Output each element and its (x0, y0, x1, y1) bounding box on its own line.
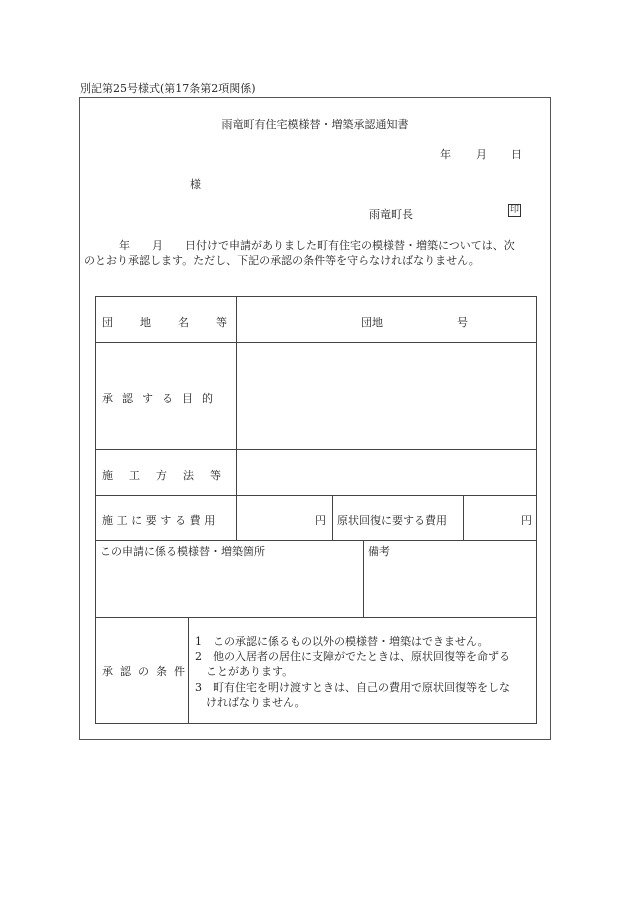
label-danchi-name-text: 団地名等 (102, 316, 254, 329)
date-year-label: 年 (440, 148, 451, 161)
form-caption: 別記第25号様式(第17条第2項関係) (80, 82, 256, 95)
document-title: 雨竜町有住宅模様替・増築承認通知書 (221, 118, 409, 131)
addressee-suffix: 様 (190, 178, 201, 191)
table-rule (96, 495, 536, 496)
table-rule (236, 297, 237, 540)
condition-item: ければなりません。 (195, 696, 306, 709)
condition-item: 3 町有住宅を明け渡すときは、自己の費用で原状回復等をしな (195, 681, 510, 694)
table-rule (96, 540, 536, 541)
table-rule (363, 540, 364, 617)
label-method: 施工方法等 (102, 469, 237, 482)
label-restoration-cost: 原状回復に要する費用 (337, 514, 447, 527)
label-remarks: 備考 (368, 545, 390, 558)
date-month-label: 月 (476, 148, 487, 161)
label-location: この申請に係る模様替・増築箇所 (100, 545, 265, 558)
label-construction-cost: 施工に要する費用 (102, 514, 219, 527)
table-rule (96, 449, 536, 450)
danchi-value-label: 団地 (361, 316, 383, 329)
condition-item: 1 この承認に係るもの以外の模様替・増築はできません。 (195, 635, 489, 648)
issuer-title: 雨竜町長 (369, 208, 413, 221)
label-purpose: 承認する目的 (102, 392, 222, 405)
table-rule (463, 495, 464, 540)
condition-item: ことがあります。 (195, 665, 294, 678)
condition-item: 2 他の入居者の居住に支障がでたときは、原状回復等を命ずる (195, 650, 510, 663)
restoration-cost-yen: 円 (521, 514, 532, 527)
table-rule (332, 495, 333, 540)
body-text-line2: のとおり承認します。ただし、下記の承認の条件等を守らなければなりません。 (84, 254, 480, 267)
body-text-line1: 年 月 日付けで申請がありました町有住宅の模様替・増築については、次 (119, 239, 515, 252)
table-rule (96, 617, 536, 618)
danchi-number-label: 号 (457, 316, 468, 329)
approval-table (95, 296, 537, 724)
table-rule (96, 342, 536, 343)
label-danchi-name (102, 314, 254, 330)
construction-cost-yen: 円 (315, 514, 326, 527)
label-conditions: 承認の条件 (102, 665, 192, 678)
seal-mark: 印 (509, 205, 519, 215)
date-day-label: 日 (511, 148, 522, 161)
